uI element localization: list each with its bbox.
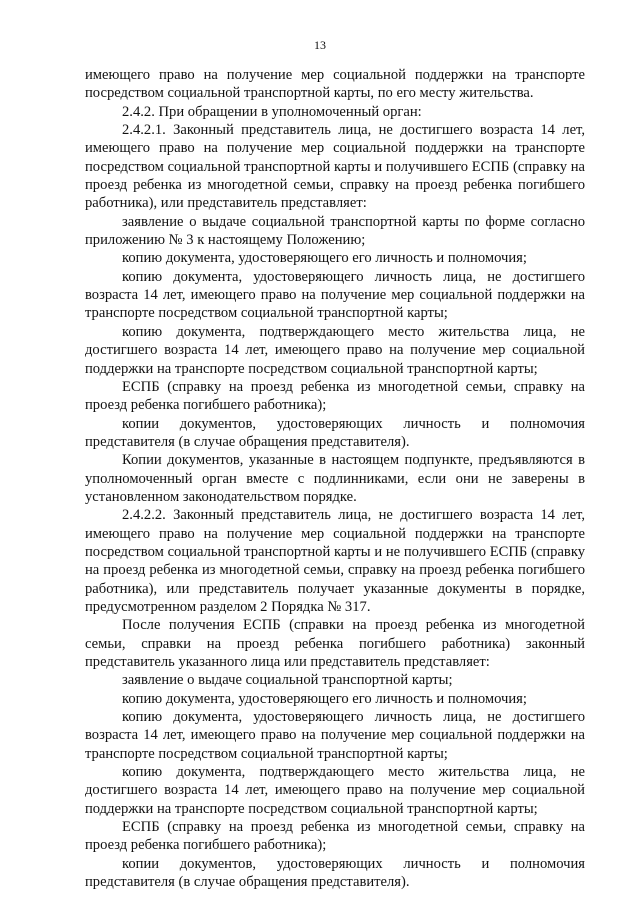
- document-body: [85, 66, 585, 891]
- paragraph-section-2-4-2-2: 2.4.2.2. Законный представитель лица, не достигшего возраста 14 лет, имеющего право на получение мер социальной поддержки на транспорте посредством социальной транспортной карты и не получившего ЕСПБ (справку на проезд ребенка из многодетной семьи, справку на проезд ребенка погибшего работника), или представитель получает указанные документы в порядке, предусмотренном разделом 2 Порядка № 317.: [85, 507, 585, 615]
- list-item-application-2: заявление о выдаче социальной транспортной карты;: [122, 672, 453, 689]
- list-item-child-identity-copy: копию документа, удостоверяющего личность лица, не достигшего возраста 14 лет, имеющего право на получение мер социальной поддержки на транспорте посредством социальной транспортной карты;: [85, 268, 585, 322]
- paragraph-after-espb: После получения ЕСПБ (справки на проезд ребенка из многодетной семьи, справки на проезд ребенка погибшего работника) законный представитель указанного лица или представитель представляет:: [85, 617, 585, 670]
- paragraph-section-2-4-2: 2.4.2. При обращении в уполномоченный орган:: [122, 103, 422, 120]
- list-item-espb: ЕСПБ (справку на проезд ребенка из многодетной семьи, справку на проезд ребенка погибшего работника);: [85, 378, 585, 414]
- list-item-residence-copy: копию документа, подтверждающего место жительства лица, не достигшего возраста 14 лет, имеющего право на получение мер социальной поддержки на транспорте посредством социальной транспортной карты;: [85, 323, 585, 377]
- list-item-child-identity-copy-2: копию документа, удостоверяющего личность лица, не достигшего возраста 14 лет, имеющего право на получение мер социальной поддержки на транспорте посредством социальной транспортной карты;: [85, 709, 585, 762]
- list-item-representative-copies-2: копии документов, удостоверяющих личность и полномочия представителя (в случае обращения представителя).: [85, 855, 585, 891]
- paragraph-continuation: имеющего право на получение мер социальной поддержки на транспорте посредством социальной транспортной карты, по его месту жительства.: [85, 67, 585, 102]
- list-item-identity-copy-2: копию документа, удостоверяющего его личность и полномочия;: [122, 690, 527, 707]
- list-item-espb-2: ЕСПБ (справку на проезд ребенка из многодетной семьи, справку на проезд ребенка погибшего работника);: [85, 819, 585, 854]
- list-item-application: заявление о выдаче социальной транспортной карты по форме согласно приложению № 3 к настоящему Положению;: [85, 213, 585, 249]
- page-number: 13: [314, 38, 326, 52]
- paragraph-copies-note: Копии документов, указанные в настоящем подпункте, предъявляются в уполномоченный орган вместе с подлинниками, если они не заверены в установленном законодательством порядке.: [85, 452, 585, 505]
- list-item-representative-copies: копии документов, удостоверяющих личность и полномочия представителя (в случае обращения представителя).: [85, 415, 585, 450]
- list-item-residence-copy-2: копию документа, подтверждающего место жительства лица, не достигшего возраста 14 лет, имеющего право на получение мер социальной поддержки на транспорте посредством социальной транспортной карты;: [85, 764, 585, 817]
- list-item-identity-copy: копию документа, удостоверяющего его личность и полномочия;: [122, 250, 527, 267]
- paragraph-section-2-4-2-1: 2.4.2.1. Законный представитель лица, не достигшего возраста 14 лет, имеющего право на получение мер социальной поддержки на транспорте посредством социальной транспортной карты и получившего ЕСПБ (справку на проезд ребенка из многодетной семьи, справку на проезд ребенка погибшего работника), или представитель представляет:: [85, 122, 585, 212]
